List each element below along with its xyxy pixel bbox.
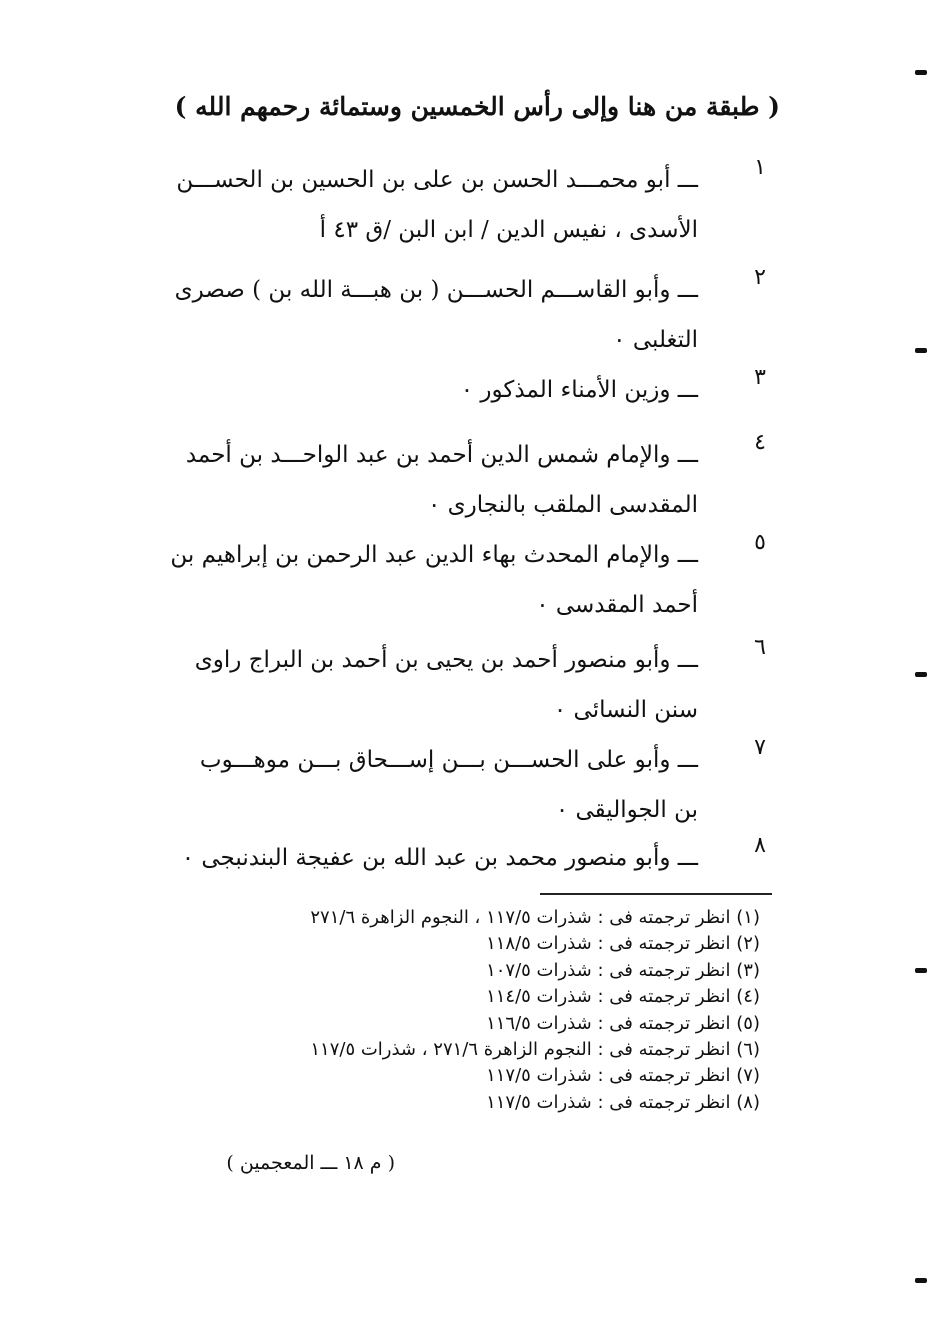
scan-edge-mark [915,672,927,677]
entry-text: ـــ أبو محمـــد الحسن بن على بن الحسين بن الحســـن الأسدى ، نفيس الدين / ابن البن /ق ٤٣ أ [176,167,698,243]
entry-number: ٢ [754,265,766,290]
entry-text: ـــ وأبو القاســـم الحســـن ( بن هبـــة الله بن ) صصرى التغلبى ٠ [174,277,698,353]
entry-text: ـــ والإمام شمس الدين أحمد بن عبد الواحـــد بن أحمد المقدسى الملقب بالنجارى ٠ [185,442,698,518]
footnote-4: (٤) انظر ترجمته فى : شذرات ١١٤/٥ [486,986,760,1008]
entry-4 [170,430,780,530]
entry-8 [170,833,780,883]
entry-text: ـــ وأبو منصور محمد بن عبد الله بن عفيجة البندنبجى ٠ [181,845,698,871]
entry-number: ٨ [754,833,766,858]
entry-number: ٥ [754,530,766,555]
footnotes [170,905,760,1116]
footnote-divider [540,893,772,895]
scan-edge-mark [915,968,927,973]
entry-number: ٣ [754,365,766,390]
entry-text: ـــ وأبو منصور أحمد بن يحيى بن أحمد بن البراج راوى سنن النسائى ٠ [194,647,698,723]
footnote-2: (٢) انظر ترجمته فى : شذرات ١١٨/٥ [486,933,760,955]
page-signature: ( م ١٨ ـــ المعجمين ) [226,1152,395,1174]
footnote-5: (٥) انظر ترجمته فى : شذرات ١١٦/٥ [486,1012,760,1034]
footnote-6: (٦) انظر ترجمته فى : النجوم الزاهرة ٢٧١/٦ ، شذرات ١١٧/٥ [310,1039,760,1061]
entry-number: ٦ [754,635,766,660]
footnote-1: (١) انظر ترجمته فى : شذرات ١١٧/٥ ، النجوم الزاهرة ٢٧١/٦ [310,907,760,928]
entry-1 [170,155,780,255]
entry-6 [170,635,780,735]
footnote-7: (٧) انظر ترجمته فى : شذرات ١١٧/٥ [486,1065,760,1087]
entry-number: ٤ [754,430,766,455]
entry-text: ـــ والإمام المحدث بهاء الدين عبد الرحمن بن إبراهيم بن أحمد المقدسى ٠ [170,542,698,618]
footnote-8: (٨) انظر ترجمته فى : شذرات ١١٧/٥ [486,1091,760,1113]
entry-number: ١ [754,155,766,180]
entry-2 [170,265,780,365]
entry-text: ـــ وأبو على الحســـن بـــن إســـحاق بـــن موهـــوب بن الجواليقى ٠ [199,747,698,823]
scan-edge-mark [915,70,927,75]
scan-edge-mark [915,1278,927,1283]
entry-7 [170,735,780,835]
section-heading: ( طبقة من هنا وإلى رأس الخمسين وستمائة رحمهم الله ) [174,92,780,121]
scan-edge-mark [915,348,927,353]
entry-3 [170,365,780,415]
footnote-3: (٣) انظر ترجمته فى : شذرات ١٠٧/٥ [486,959,760,981]
entry-text: ـــ وزين الأمناء المذكور ٠ [460,377,698,403]
entry-5 [170,530,780,630]
entry-number: ٧ [754,735,766,760]
